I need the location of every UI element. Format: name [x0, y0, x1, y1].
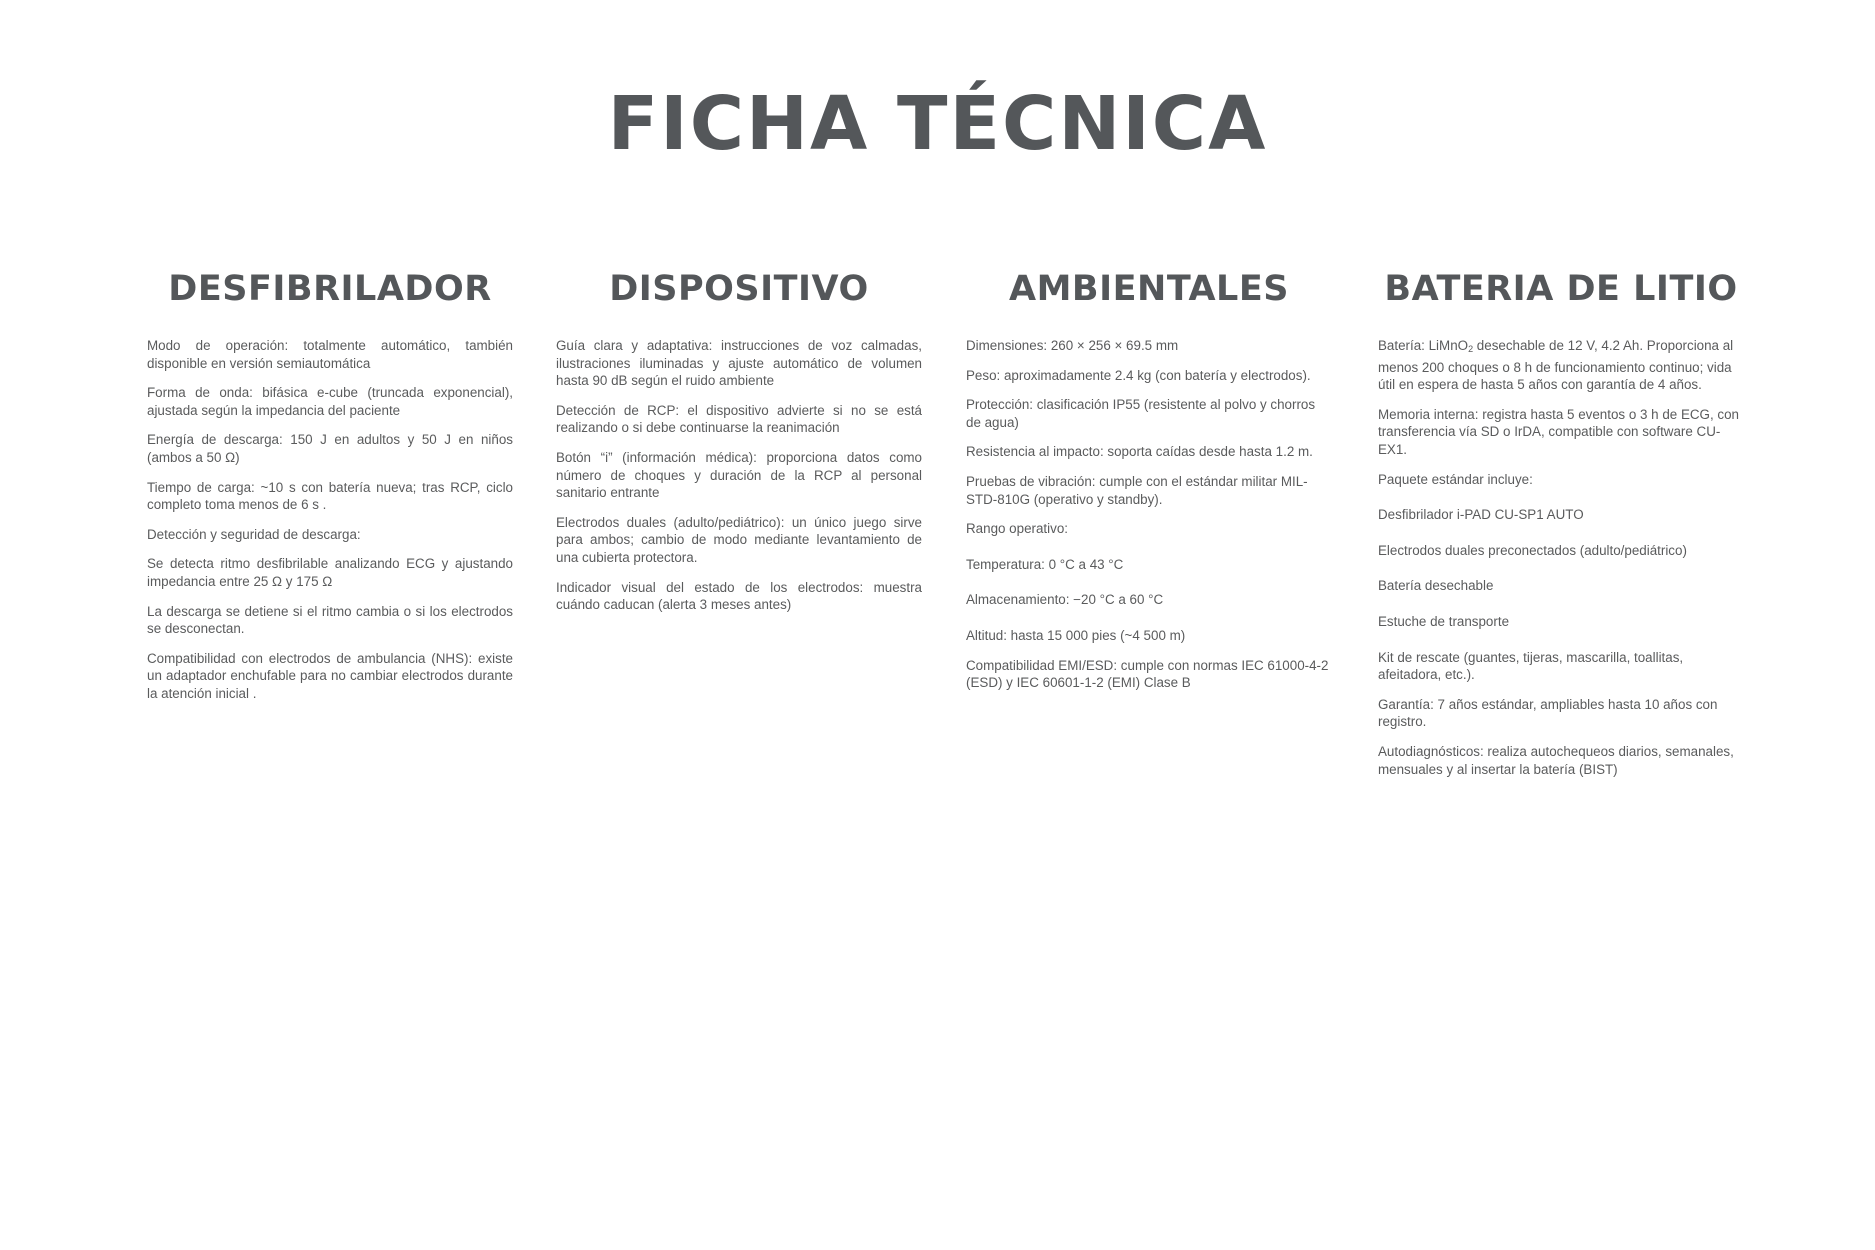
- spec-paragraph: Memoria interna: registra hasta 5 eventos o 3 h de ECG, con transferencia vía SD o IrDA, compatible con software CU-EX1.: [1378, 406, 1739, 457]
- spec-paragraph: Modo de operación: totalmente automático, también disponible en versión semiautomática: [147, 338, 513, 371]
- spec-paragraph: Protección: clasificación IP55 (resistente al polvo y chorros de agua): [966, 397, 1316, 430]
- spec-paragraph: Almacenamiento: −20 °C a 60 °C: [966, 592, 1164, 608]
- spec-paragraph: Tiempo de carga: ~10 s con batería nueva; tras RCP, ciclo completo toma menos de 6 s .: [147, 479, 513, 513]
- spec-paragraph: Dimensiones: 260 × 256 × 69.5 mm: [966, 338, 1179, 353]
- spec-paragraph: Garantía: 7 años estándar, ampliables hasta 10 años con registro.: [1378, 696, 1718, 730]
- spec-paragraph: Indicador visual del estado de los electrodos: muestra cuándo caducan (alerta 3 meses antes): [556, 579, 922, 613]
- spec-paragraph: Peso: aproximadamente 2.4 kg (con batería y electrodos).: [966, 367, 1311, 383]
- page-title: FICHA TÉCNICA: [607, 81, 1268, 167]
- spec-paragraph-battery: [1378, 337, 1744, 394]
- spec-paragraph: Electrodos duales (adulto/pediátrico): un único juego sirve para ambos; cambio de modo mediante levantamiento de una cubierta protectora.: [556, 514, 922, 565]
- spec-paragraph: Temperatura: 0 °C a 43 °C: [966, 556, 1124, 572]
- spec-paragraph: Autodiagnósticos: realiza autochequeos diarios, semanales, mensuales y al insertar la batería (BIST): [1378, 743, 1734, 777]
- section-bateria-de-litio: [1378, 268, 1744, 790]
- spec-paragraph: Estuche de transporte: [1378, 613, 1510, 629]
- spec-paragraph: Desfibrilador i-PAD CU-SP1 AUTO: [1378, 507, 1584, 523]
- spec-paragraph: Energía de descarga: 150 J en adultos y 50 J en niños (ambos a 50 Ω): [147, 432, 513, 465]
- spec-paragraph: Compatibilidad con electrodos de ambulancia (NHS): existe un adaptador enchufable para no cambiar electrodos durante la atención inicial .: [147, 650, 513, 701]
- spec-paragraph: Altitud: hasta 15 000 pies (~4 500 m): [966, 627, 1186, 643]
- section-body-dispositivo: [556, 337, 922, 614]
- spec-paragraph: Electrodos duales preconectados (adulto/pediátrico): [1378, 542, 1687, 558]
- battery-text-rest: desechable de 12 V, 4.2 Ah. Proporciona al menos 200 choques o 8 h de funcionamiento continuo; vida útil en espera de hasta 5 años con garantía de 4 años.: [1378, 338, 1734, 393]
- battery-text-subscript: 2: [1468, 344, 1474, 354]
- spec-paragraph: Kit de rescate (guantes, tijeras, mascarilla, toallitas, afeitadora, etc.).: [1378, 649, 1684, 683]
- section-body-ambientales: [966, 337, 1332, 692]
- spec-paragraph: Batería desechable: [1378, 578, 1494, 594]
- section-title-desfibrilador: DESFIBRILADOR: [168, 269, 492, 309]
- spec-paragraph: Botón “i” (información médica): proporciona datos como número de choques y duración de la RCP al personal sanitario entrante: [556, 449, 922, 501]
- spec-paragraph: Paquete estándar incluye:: [1378, 471, 1533, 487]
- spec-paragraph: Detección y seguridad de descarga:: [147, 526, 361, 542]
- spec-paragraph: Guía clara y adaptativa: instrucciones de voz calmadas, ilustraciones iluminadas y ajuste automático de volumen hasta 90 dB según el ruido ambiente: [556, 338, 922, 389]
- spec-paragraph: Resistencia al impacto: soporta caídas desde hasta 1.2 m.: [966, 444, 1313, 460]
- section-body-bateria-de-litio: [1378, 337, 1744, 778]
- spec-paragraph: La descarga se detiene si el ritmo cambia o si los electrodos se desconectan.: [147, 603, 513, 637]
- spec-paragraph: Compatibilidad EMI/ESD: cumple con normas IEC 61000-4-2 (ESD) y IEC 60601-1-2 (EMI) Clase B: [966, 657, 1329, 691]
- section-title-ambientales: AMBIENTALES: [1009, 269, 1289, 309]
- spec-paragraph: Pruebas de vibración: cumple con el estándar militar MIL-STD-810G (operativo y standby).: [966, 473, 1308, 507]
- section-desfibrilador: [147, 268, 513, 715]
- spec-paragraph: Rango operativo:: [966, 521, 1068, 537]
- spec-paragraph: Se detecta ritmo desfibrilable analizando ECG y ajustando impedancia entre 25 Ω y 175 Ω: [147, 556, 513, 589]
- section-body-desfibrilador: [147, 337, 513, 703]
- spec-paragraph: Forma de onda: bifásica e-cube (truncada exponencial), ajustada según la impedancia del paciente: [147, 385, 513, 418]
- section-ambientales: [966, 268, 1332, 704]
- section-dispositivo: [556, 268, 922, 626]
- section-title-bateria-de-litio: BATERIA DE LITIO: [1384, 269, 1738, 309]
- spec-paragraph: Detección de RCP: el dispositivo advierte si no se está realizando o si debe continuarse la reanimación: [556, 402, 922, 436]
- section-title-dispositivo: DISPOSITIVO: [609, 269, 869, 309]
- battery-text-prefix: Batería: LiMnO: [1378, 338, 1469, 353]
